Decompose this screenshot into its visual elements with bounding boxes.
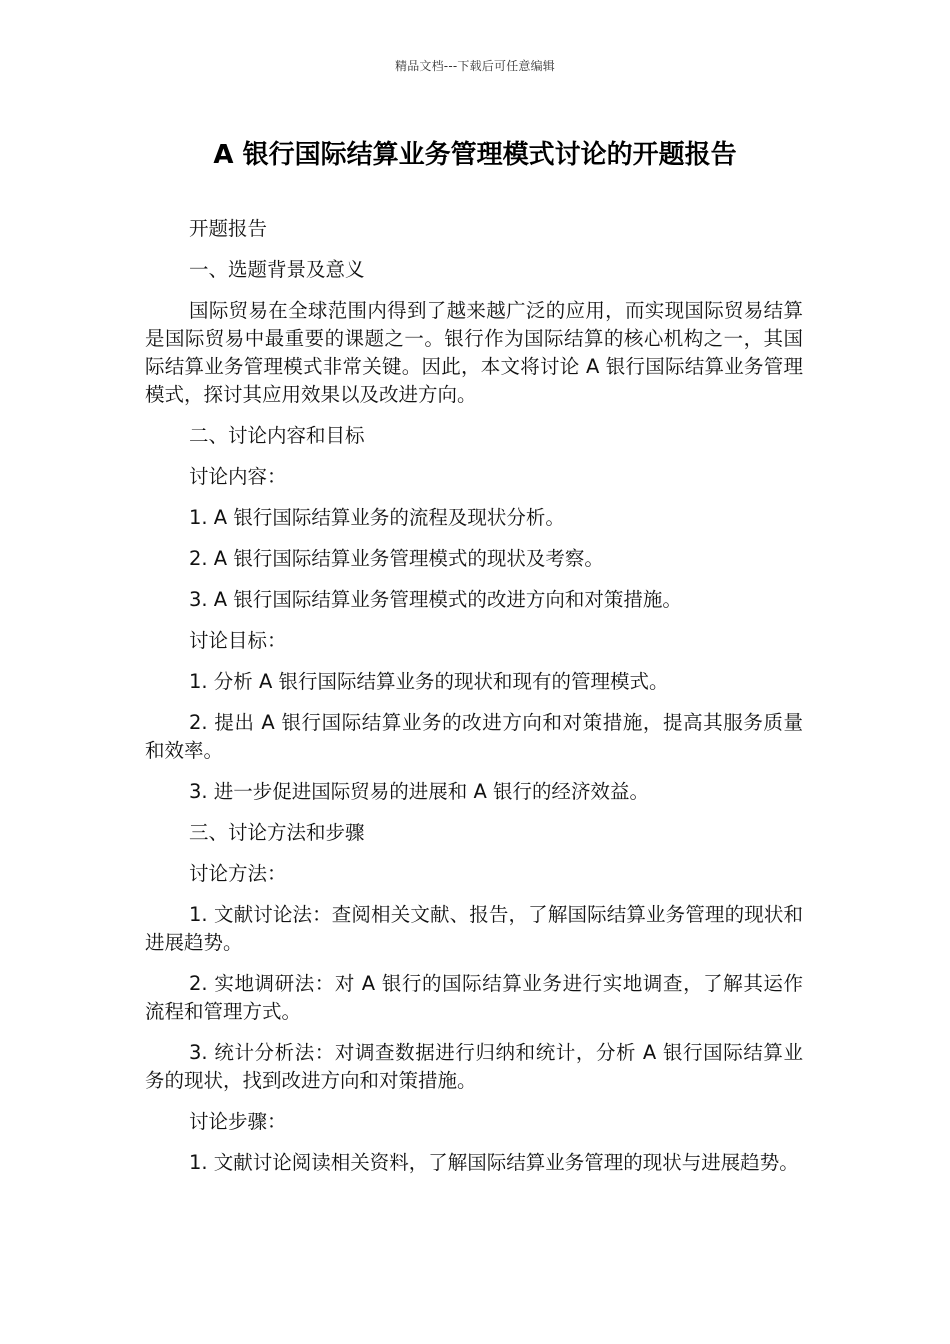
section-heading-content-goals: 二、讨论内容和目标	[189, 424, 365, 447]
subheading-goals: 讨论目标：	[189, 629, 287, 652]
document-title: A 银行国际结算业务管理模式讨论的开题报告	[213, 140, 737, 170]
section-heading-background: 一、选题背景及意义	[189, 258, 365, 281]
list-item-goal-2: 2. 提出 A 银行国际结算业务的改进方向和对策措施，提高其服务质量和效率。	[145, 711, 803, 762]
document-body	[145, 215, 803, 1190]
subheading-steps: 讨论步骤：	[189, 1110, 287, 1133]
list-item-method-3: 3. 统计分析法：对调查数据进行归纳和统计，分析 A 银行国际结算业务的现状，找到改进方向和对策措施。	[145, 1041, 803, 1092]
list-item-content-1: 1. A 银行国际结算业务的流程及现状分析。	[189, 506, 565, 529]
header-note: 精品文档---下载后可任意编辑	[395, 59, 555, 73]
section-heading-methods: 三、讨论方法和步骤	[189, 821, 365, 844]
list-item-goal-1: 1. 分析 A 银行国际结算业务的现状和现有的管理模式。	[189, 670, 669, 693]
list-item-content-3: 3. A 银行国际结算业务管理模式的改进方向和对策措施。	[189, 588, 682, 611]
list-item-method-2: 2. 实地调研法：对 A 银行的国际结算业务进行实地调查，了解其运作流程和管理方式。	[145, 972, 803, 1023]
subheading-methods: 讨论方法：	[189, 862, 287, 885]
list-item-method-1: 1. 文献讨论法：查阅相关文献、报告，了解国际结算业务管理的现状和进展趋势。	[145, 903, 803, 954]
list-item-content-2: 2. A 银行国际结算业务管理模式的现状及考察。	[189, 547, 604, 570]
list-item-goal-3: 3. 进一步促进国际贸易的进展和 A 银行的经济效益。	[189, 780, 650, 803]
paragraph-background: 国际贸易在全球范围内得到了越来越广泛的应用，而实现国际贸易结算是国际贸易中最重要的课题之一。银行作为国际结算的核心机构之一，其国际结算业务管理模式非常关键。因此，本文将讨论 A 银行国际结算业务管理模式，探讨其应用效果以及改进方向。	[145, 299, 803, 406]
list-item-step-1: 1. 文献讨论阅读相关资料，了解国际结算业务管理的现状与进展趋势。	[189, 1151, 799, 1174]
subheading-content: 讨论内容：	[189, 465, 287, 488]
paragraph-report-label: 开题报告	[189, 217, 268, 240]
